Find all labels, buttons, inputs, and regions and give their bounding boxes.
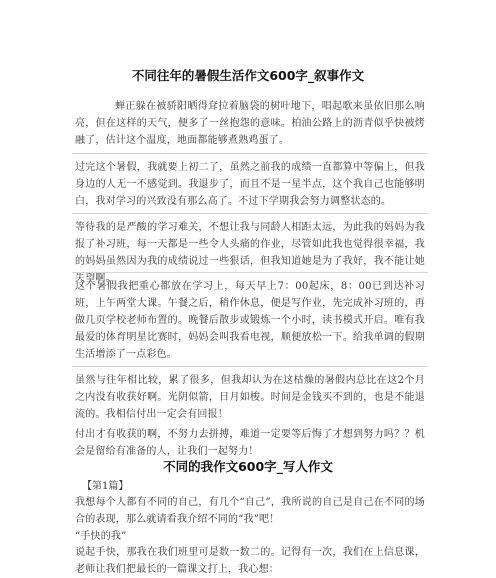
paragraph: “手快的我” xyxy=(75,531,127,542)
section-label: 【第1篇】 xyxy=(82,481,129,492)
article-title: 不同的我作文600字_写人作文 xyxy=(163,459,333,474)
paragraph: 蝉正躲在被骄阳晒得耷拉着脑袋的树叶地下，唱起歌来虽依旧那么响亮，但在这样的天气，便多了一丝抱怨的意味。柏油公路上的沥青似乎快被烤融了，估计这个温度，地面都能够煮熟鸡蛋了。 xyxy=(75,101,425,146)
divider xyxy=(72,272,428,273)
paragraph: 这个暑假我把重心都放在学习上，每天早上7：00起床，8：00已到达补习班，上午两堂大课。午餐之后，稍作休息，便是写作业，先完成补习班的，再做几页学校老师布置的。晚餐后散步或锻炼一个小时，读书模式开启。唯有我最爱的体育明星比赛时，妈妈会叫我看电视，顺便放松一下。给我单调的假期生活增添了一点彩色。 xyxy=(75,281,425,360)
article-title: 不同往年的暑假生活作文600字_叙事作文 xyxy=(131,68,365,83)
paragraph: 等待我的是严酸的学习难关，不想让我与同龄人相距太远，为此我的妈妈为我报了补习班，每一天都是一些令人头痛的作业，尽管如此我也觉得很幸福，我的妈妈虽然因为我的成绩说过一些狠话，但我知道她是为了我好，我不能让她失望啊。 xyxy=(75,222,425,284)
paragraph: 虽然与往年相比较，累了很多，但我却认为在这枯燥的暑假内总比在这2个月之内没有收获好啊。光阴似箭，日月如梭。时间是金钱买不到的，也是不能退流的。我相信付出一定会有回报！ xyxy=(75,375,425,420)
paragraph: 付出才有收获的啊，不努力去拼搏，难道一定要等后悔了才想到努力吗？？机会是留给有准备的人，让我们一起努力！ xyxy=(75,429,425,457)
paragraph: 我想每个人都有不同的自己，有几个“自己”，我所说的自己是自己在不同的场合的表现，那么就请看我介绍不同的“我”吧！ xyxy=(75,497,425,525)
divider xyxy=(72,153,428,154)
paragraph: 说起手快，那我在我们班里可是数一数二的。记得有一次，我们在上信息课，老师让我们把最长的一篇课文打上，我心想： xyxy=(75,547,425,575)
divider xyxy=(72,213,428,214)
paragraph: 过完这个暑假，我就要上初二了，虽然之前我的成绩一直都算中等偏上，但我身边的人无一不感觉到。我退步了，而且不是一星半点，这个我自己也能够明白，我对学习的兴致没有那么高了。不过下学期我会努力调整状态的。 xyxy=(75,162,425,207)
divider xyxy=(72,366,428,367)
